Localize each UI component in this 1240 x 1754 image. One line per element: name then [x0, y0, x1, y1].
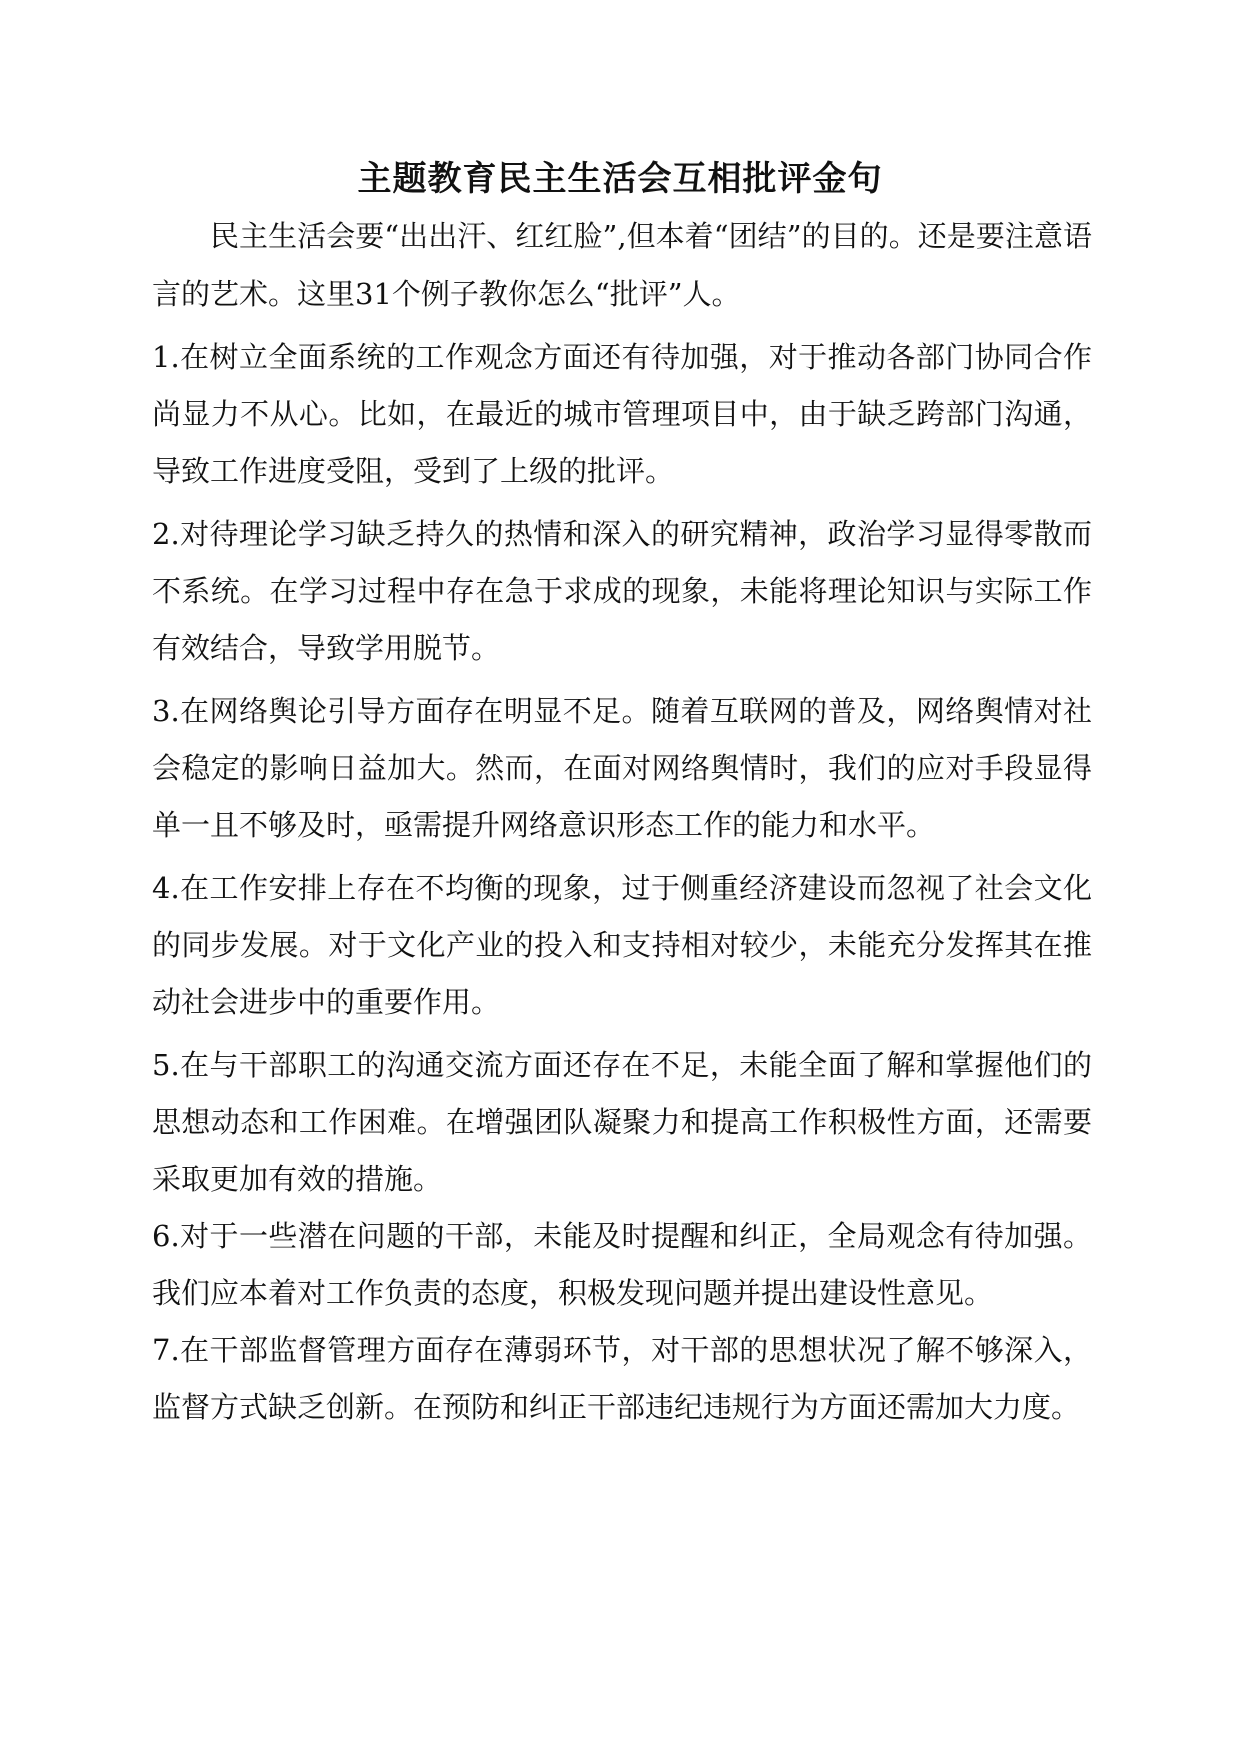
- list-item-6: 6.对于一些潜在问题的干部，未能及时提醒和纠正，全局观念有待加强。我们应本着对工作负责的态度，积极发现问题并提出建设性意见。: [152, 1219, 1092, 1310]
- list-item-4: 4.在工作安排上存在不均衡的现象，过于侧重经济建设而忽视了社会文化的同步发展。对于文化产业的投入和支持相对较少，未能充分发挥其在推动社会进步中的重要作用。: [152, 871, 1092, 1019]
- document-title: 主题教育民主生活会互相批评金句: [357, 159, 883, 199]
- list-item-1: 1.在树立全面系统的工作观念方面还有待加强，对于推动各部门协同合作尚显力不从心。比如，在最近的城市管理项目中，由于缺乏跨部门沟通，导致工作进度受阻，受到了上级的批评。: [152, 340, 1092, 488]
- list-item-2: 2.对待理论学习缺乏持久的热情和深入的研究精神，政治学习显得零散而不系统。在学习过程中存在急于求成的现象，未能将理论知识与实际工作有效结合，导致学用脱节。: [152, 517, 1092, 665]
- list-item-5: 5.在与干部职工的沟通交流方面还存在不足，未能全面了解和掌握他们的思想动态和工作困难。在增强团队凝聚力和提高工作积极性方面，还需要采取更加有效的措施。: [152, 1048, 1092, 1196]
- intro-paragraph: 民主生活会要“出出汗、红红脸”,但本着“团结”的目的。还是要注意语言的艺术。这里31个例子教你怎么“批评”人。: [152, 219, 1092, 311]
- list-item-3: 3.在网络舆论引导方面存在明显不足。随着互联网的普及，网络舆情对社会稳定的影响日益加大。然而，在面对网络舆情时，我们的应对手段显得单一且不够及时，亟需提升网络意识形态工作的能力和水平。: [152, 694, 1092, 842]
- list-item-7: 7.在干部监督管理方面存在薄弱环节，对干部的思想状况了解不够深入，监督方式缺乏创新。在预防和纠正干部违纪违规行为方面还需加大力度。: [152, 1333, 1092, 1424]
- document-body: [152, 207, 1092, 1436]
